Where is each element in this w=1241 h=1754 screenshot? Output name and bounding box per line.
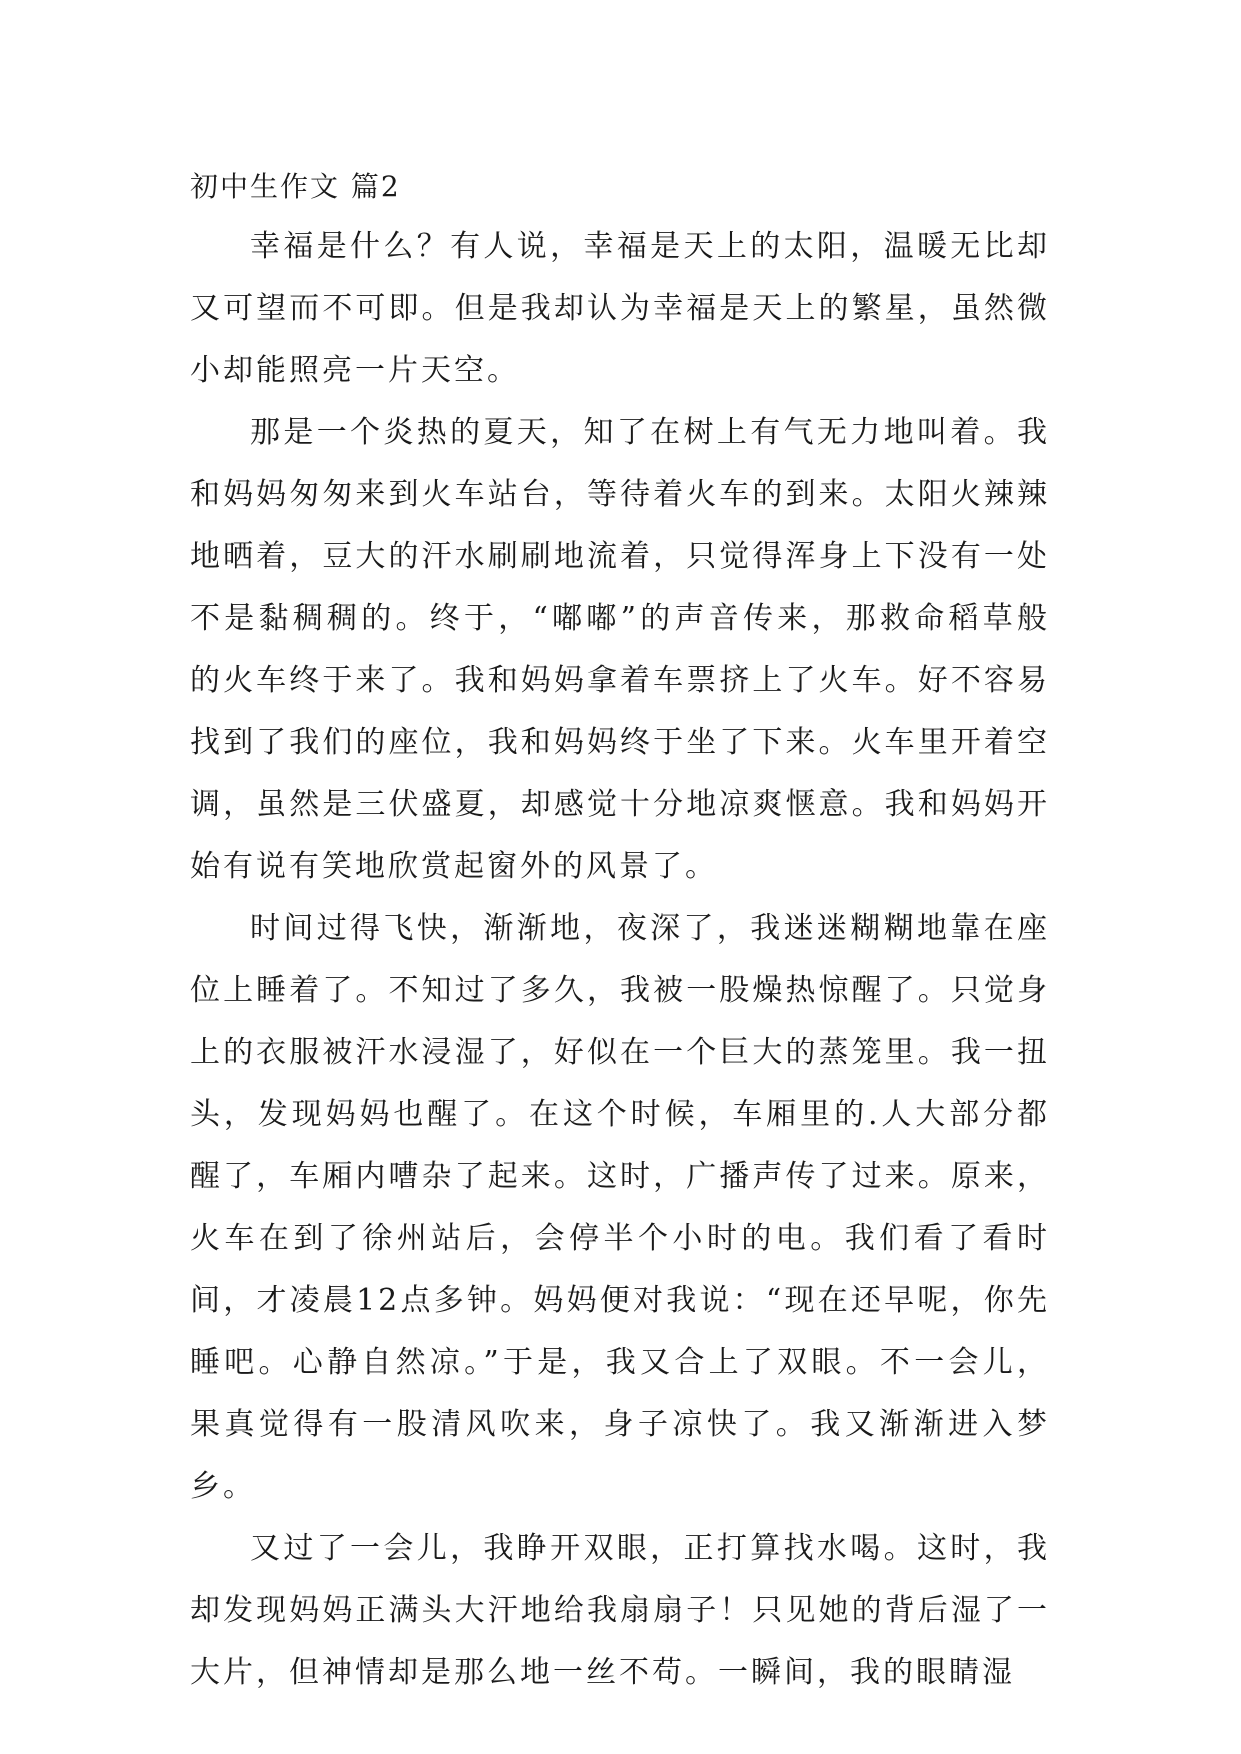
paragraph-4: 又过了一会儿，我睁开双眼，正打算找水喝。这时，我却发现妈妈正满头大汗地给我扇扇子！只见她的背后湿了一大片，但神情却是那么地一丝不苟。一瞬间，我的眼睛湿	[190, 1531, 1050, 1690]
document-body	[190, 158, 1050, 1704]
document-title: 初中生作文 篇2	[190, 170, 401, 203]
paragraph-1: 幸福是什么？有人说，幸福是天上的太阳，温暖无比却又可望而不可即。但是我却认为幸福是天上的繁星，虽然微小却能照亮一片天空。	[190, 229, 1050, 388]
paragraph-2: 那是一个炎热的夏天，知了在树上有气无力地叫着。我和妈妈匆匆来到火车站台，等待着火车的到来。太阳火辣辣地晒着，豆大的汗水刷刷地流着，只觉得浑身上下没有一处不是黏稠稠的。终于，“嘟嘟”的声音传来，那救命稻草般的火车终于来了。我和妈妈拿着车票挤上了火车。好不容易找到了我们的座位，我和妈妈终于坐了下来。火车里开着空调，虽然是三伏盛夏，却感觉十分地凉爽惬意。我和妈妈开始有说有笑地欣赏起窗外的风景了。	[190, 415, 1050, 884]
paragraph-3: 时间过得飞快，渐渐地，夜深了，我迷迷糊糊地靠在座位上睡着了。不知过了多久，我被一股燥热惊醒了。只觉身上的衣服被汗水浸湿了，好似在一个巨大的蒸笼里。我一扭头，发现妈妈也醒了。在这个时候，车厢里的.人大部分都醒了，车厢内嘈杂了起来。这时，广播声传了过来。原来，火车在到了徐州站后，会停半个小时的电。我们看了看时间，才凌晨12点多钟。妈妈便对我说：“现在还早呢，你先睡吧。心静自然凉。”于是，我又合上了双眼。不一会儿，果真觉得有一股清风吹来，身子凉快了。我又渐渐进入梦乡。	[190, 911, 1050, 1504]
